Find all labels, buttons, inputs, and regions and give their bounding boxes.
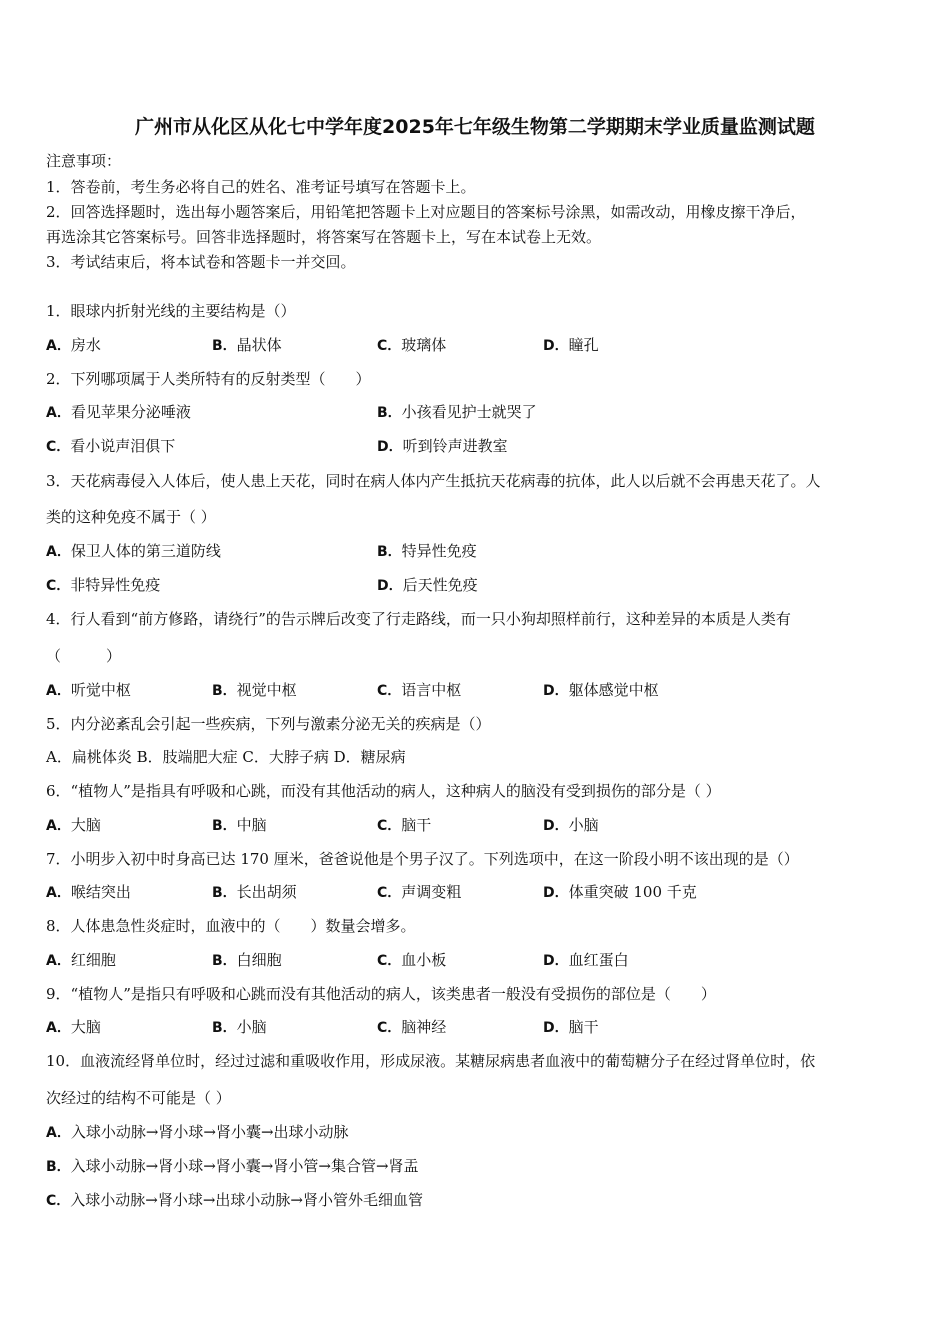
option-a [46,950,116,971]
option-text: 大脑 [70,816,101,834]
option-label: D． [543,338,569,354]
option-c [46,1190,423,1211]
question-stem: 7．小明步入初中时身高已达 170 厘米，爸爸说他是个男子汉了。下列选项中，在这一阶段小明不该出现的是（） [46,850,799,868]
option-label: C． [46,439,71,455]
option-b [46,1156,419,1177]
option-d [543,950,629,971]
option-c [377,335,446,356]
option-a [46,402,191,423]
option-text: 入球小动脉→肾小球→肾小囊→出球小动脉 [70,1123,349,1141]
option-label: B． [377,544,402,560]
option-text: 躯体感觉中枢 [568,681,659,699]
option-a [46,541,221,562]
option-text: 脑干 [568,1018,599,1036]
notice-item: 再选涂其它答案标号。回答非选择题时，将答案写在答题卡上，写在本试卷上无效。 [46,228,602,246]
option-label: C． [46,1193,71,1209]
option-label: A． [46,818,71,834]
option-d [543,815,599,836]
option-label: A． [46,885,71,901]
option-label: C． [377,338,402,354]
option-label: A． [46,953,71,969]
option-text: 小孩看见护士就哭了 [401,403,537,421]
option-label: B． [212,338,237,354]
option-b [212,815,267,836]
question-stem: 3．天花病毒侵入人体后，使人患上天花，同时在病人体内产生抵抗天花病毒的抗体，此人以后就不会再患天花了。人 [46,472,821,490]
option-text: 特异性免疫 [401,542,477,560]
option-c [377,882,461,903]
option-text: 白细胞 [236,951,282,969]
option-label: A． [46,1020,71,1036]
option-c [46,575,160,596]
option-text: 保卫人体的第三道防线 [70,542,221,560]
option-text: 看小说声泪俱下 [70,437,176,455]
option-text: 脑干 [401,816,432,834]
option-label: B． [212,818,237,834]
option-label: D． [377,439,403,455]
option-text: 小脑 [236,1018,267,1036]
option-text: 非特异性免疫 [70,576,161,594]
option-label: D． [543,953,569,969]
option-label: B． [46,1159,71,1175]
option-a [46,335,101,356]
question-stem: 9．“植物人”是指只有呼吸和心跳而没有其他活动的病人，该类患者一般没有受损伤的部位是（ ） [46,985,716,1003]
option-a [46,1122,349,1143]
option-d [543,680,659,701]
question-stem: 2．下列哪项属于人类所特有的反射类型（ ） [46,370,371,388]
option-text: 玻璃体 [401,336,447,354]
question-stem: 4．行人看到“前方修路，请绕行”的告示牌后改变了行走路线，而一只小狗却照样前行，这种差异的本质是人类有 [46,610,791,628]
option-text: 声调变粗 [401,883,462,901]
option-label: A． [46,405,71,421]
option-text: 中脑 [236,816,267,834]
option-label: D． [543,683,569,699]
option-label: A． [46,683,71,699]
option-c [377,815,431,836]
question-stem-cont: 类的这种免疫不属于（ ） [46,508,216,526]
option-text: 入球小动脉→肾小球→出球小动脉→肾小管外毛细血管 [70,1191,423,1209]
option-label: D． [543,1020,569,1036]
option-text: 后天性免疫 [402,576,478,594]
notice-item: 2．回答选择题时，选出每小题答案后，用铅笔把答题卡上对应题目的答案标号涂黑，如需改动，用橡皮擦干净后， [46,203,806,221]
option-b [212,1017,267,1038]
option-text: 听到铃声进教室 [402,437,508,455]
option-label: A． [46,338,71,354]
option-text: 血红蛋白 [568,951,629,969]
option-d [543,882,697,903]
option-a [46,680,131,701]
option-d [543,335,599,356]
option-label: D． [377,578,403,594]
option-label: C． [377,953,402,969]
option-text: 红细胞 [70,951,116,969]
option-text: 瞳孔 [568,336,599,354]
question-stem: 6．“植物人”是指具有呼吸和心跳，而没有其他活动的病人，这种病人的脑没有受到损伤的部分是（ ） [46,782,721,800]
option-b [212,680,297,701]
option-d [377,436,508,457]
option-b [377,541,477,562]
option-b [377,402,537,423]
option-text: 晶状体 [236,336,282,354]
option-label: A． [46,544,71,560]
option-d [543,1017,599,1038]
option-text: 语言中枢 [401,681,462,699]
option-text: 长出胡须 [236,883,297,901]
option-text: 血小板 [401,951,447,969]
option-text: 房水 [70,336,101,354]
question-stem: 8．人体患急性炎症时，血液中的（ ）数量会增多。 [46,917,416,935]
option-label: B． [212,885,237,901]
option-label: D． [543,885,569,901]
option-label: B． [212,953,237,969]
option-b [212,335,282,356]
option-a [46,882,131,903]
option-label: C． [377,818,402,834]
option-label: A． [46,1125,71,1141]
option-text: 视觉中枢 [236,681,297,699]
option-c [46,436,175,457]
question-options-inline: A．扁桃体炎 B．肢端肥大症 C．大脖子病 D．糖尿病 [46,748,406,766]
option-label: B． [212,683,237,699]
option-text: 大脑 [70,1018,101,1036]
option-text: 看见苹果分泌唾液 [70,403,191,421]
option-label: C． [46,578,71,594]
option-label: D． [543,818,569,834]
notice-heading: 注意事项： [46,152,122,170]
notice-item: 1．答卷前，考生务必将自己的姓名、准考证号填写在答题卡上。 [46,178,476,196]
option-label: B． [212,1020,237,1036]
question-stem: 1．眼球内折射光线的主要结构是（） [46,302,296,320]
option-text: 听觉中枢 [70,681,131,699]
option-a [46,815,101,836]
option-c [377,950,446,971]
page-title: 广州市从化区从化七中学年度2025年七年级生物第二学期期末学业质量监测试题 [135,116,815,138]
option-a [46,1017,101,1038]
notice-item: 3．考试结束后，将本试卷和答题卡一并交回。 [46,253,356,271]
option-text: 体重突破 100 千克 [568,883,697,901]
option-c [377,680,461,701]
question-stem: 10．血液流经肾单位时，经过过滤和重吸收作用，形成尿液。某糖尿病患者血液中的葡萄糖分子在经过肾单位时，依 [46,1052,816,1070]
option-d [377,575,478,596]
option-b [212,950,282,971]
option-label: C． [377,1020,402,1036]
option-text: 喉结突出 [70,883,131,901]
option-c [377,1017,446,1038]
option-label: C． [377,683,402,699]
option-b [212,882,297,903]
question-stem: 5．内分泌紊乱会引起一些疾病，下列与激素分泌无关的疾病是（） [46,715,491,733]
option-label: C． [377,885,402,901]
option-text: 脑神经 [401,1018,447,1036]
option-text: 小脑 [568,816,599,834]
option-text: 入球小动脉→肾小球→肾小囊→肾小管→集合管→肾盂 [70,1157,419,1175]
option-label: B． [377,405,402,421]
question-stem-cont: （ ） [46,647,122,665]
question-stem-cont: 次经过的结构不可能是（ ） [46,1089,231,1107]
